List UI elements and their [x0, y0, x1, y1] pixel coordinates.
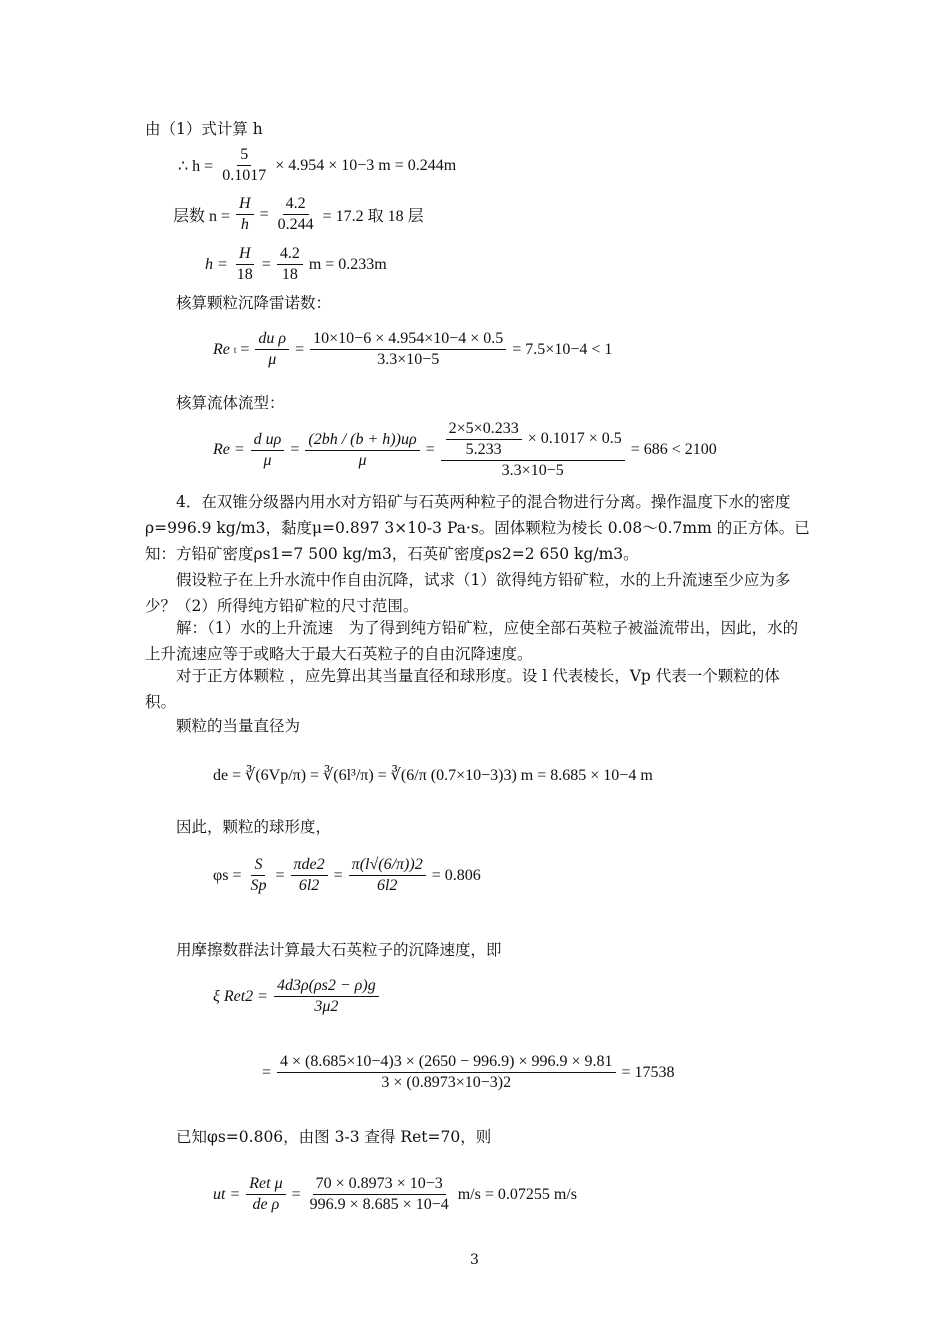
eq-n-num1: H: [236, 195, 254, 215]
eq-re1-num2: 10×10−6 × 4.954×10−4 × 0.5: [310, 330, 506, 350]
check-reynolds-heading: 核算颗粒沉降雷诺数：: [176, 294, 332, 312]
eq-phi-frac2: [291, 856, 328, 895]
eq-h-num: 5: [237, 146, 251, 166]
eq-n-den1: h: [240, 216, 249, 233]
eq-h2-lhs: h =: [205, 255, 228, 273]
eq-xi-frac: [274, 977, 379, 1016]
eq-xi-den: 3μ2: [314, 998, 339, 1015]
eq-h-rhs: × 4.954 × 10−3 m = 0.244m: [275, 156, 457, 174]
eq-ut-den2: 996.9 × 8.685 × 10−4: [309, 1196, 449, 1213]
equation-layers: 层数 n = $\frac{H}{h}$ = $\frac{4.2}{0.244}$ = 17.2 取 18 层: [173, 195, 424, 233]
eq-n-frac2: [275, 195, 317, 234]
eq-re2-num2: (2bh / (b + h))uρ: [305, 431, 419, 451]
eq-n-rhs: = 17.2 取 18 层: [322, 208, 424, 225]
eq-re1-frac2: [310, 330, 506, 369]
eq-h2-den1: 18: [236, 266, 253, 283]
eq-phi-den3: 6l2: [376, 877, 398, 894]
sphericity-heading: 因此，颗粒的球形度，: [176, 818, 332, 836]
eq-re2-lhs: Re =: [213, 441, 245, 458]
eq-ut-rhs: m/s = 0.07255 m/s: [457, 1185, 577, 1203]
solution-cube-note: 对于正方体颗粒 ，应先算出其当量直径和球形度。设 l 代表棱长，Vp 代表一个颗粒的体积。: [145, 667, 780, 711]
eq-re2-frac1: [251, 431, 285, 470]
eq-ut-den1: de ρ: [252, 1196, 280, 1213]
eq-ut-num1: Ret μ: [246, 1175, 285, 1195]
equation-h2: h = $\frac{H}{18}$ = $\frac{4.2}{18}$ m = 0.233m: [205, 245, 387, 283]
eq-re2-den3: 3.3×10−5: [501, 462, 564, 479]
eq-xi2-rhs: = 17538: [621, 1063, 675, 1081]
eq-h2-den2: 18: [281, 266, 298, 283]
page-number: 3: [470, 1252, 479, 1268]
eq-xi-lhs: ξ Ret2 =: [213, 987, 268, 1005]
eq-re1-den1: μ: [268, 351, 277, 368]
eq-re2-frac3: [441, 420, 625, 480]
eq-phi-num1: S: [251, 856, 265, 876]
problem-4-statement: 4．在双锥分级器内用水对方铅矿与石英两种粒子的混合物进行分离。操作温度下水的密度ρ=996.9 kg/m3，黏度μ=0.897 3×10-3 Pa·s。固体颗粒为棱长 0.08～0.7mm 的正方体。已知：方铅矿密度ρs1=7 500 kg/m3，石英矿密度ρs2=2 650 kg/m3。: [145, 493, 810, 563]
eq-phi-frac1: [247, 856, 269, 895]
eq-ut-num2: 70 × 0.8973 × 10−3: [313, 1175, 446, 1195]
eq-phi-den1: Sp: [250, 877, 267, 894]
equation-reynolds-flow: Re = $\frac{\text{d uρ}}{\mu}$ = $\frac{(2bh / (b + h))u\rho}{\mu}$ = $\frac{2\times 5\times 0.233}{5.233}$ × 0.1017 × 0.5 3.3×10−5 = 686 < 2100: [213, 420, 717, 479]
eq-re1-rhs: = 7.5×10−4 < 1: [512, 340, 613, 358]
eq-re1-lsub: t: [233, 344, 237, 355]
equation-friction-value: [262, 1053, 675, 1092]
eq-phi-frac3: [349, 856, 426, 895]
eq-phi-rhs: = 0.806: [431, 866, 481, 884]
eq-re1-num1: du ρ: [255, 330, 289, 350]
equation-h: [178, 146, 456, 185]
eq-n-den2: 0.244: [277, 216, 314, 233]
eq-re1-den2: 3.3×10−5: [377, 351, 440, 368]
eq-phi-lhs: φs =: [213, 866, 242, 884]
eq-n-num2: 4.2: [283, 195, 309, 215]
eq-re2-num3: [441, 420, 625, 461]
eq-re2-den1: μ: [263, 451, 272, 469]
eq-ut-lhs: ut =: [213, 1185, 241, 1203]
eq-xi2-den: 3 × (0.8973×10−3)2: [381, 1074, 512, 1091]
eq-h2-frac2: [277, 245, 303, 284]
friction-method-heading: 用摩擦数群法计算最大石英粒子的沉降速度，即: [176, 941, 502, 959]
equation-friction-group: [213, 977, 381, 1016]
eq-re2-num3b: 5.233: [465, 441, 502, 458]
eq-xi2-lhs: =: [262, 1063, 272, 1081]
eq-h2-num1: H: [236, 245, 254, 265]
equation-equivalent-diameter: de = ∛(6Vp/π) = ∛(6l³/π) = ∛(6/π (0.7×10−3)3) m = 8.685 × 10−4 m: [213, 767, 653, 784]
eq-h-fraction: [219, 146, 269, 185]
eq-xi2-num: 4 × (8.685×10−4)3 × (2650 − 996.9) × 996.9 × 9.81: [277, 1053, 615, 1073]
eq-n-frac1: [236, 195, 254, 234]
solution-part-1: 解：（1）水的上升流速 为了得到纯方铅矿粒，应使全部石英粒子被溢流带出，因此，水的上升流速应等于或略大于最大石英粒子的自由沉降速度。: [145, 619, 799, 663]
eq-phi-den2: 6l2: [298, 877, 320, 894]
eq-h2-frac1: [234, 245, 256, 284]
eq-h-lhs: ∴ h =: [178, 157, 214, 175]
eq-ut-frac2: [307, 1175, 452, 1214]
equivalent-diameter-heading: 颗粒的当量直径为: [176, 717, 301, 735]
intro-line: 由（1）式计算 h: [145, 120, 263, 138]
problem-4-assumption: 假设粒子在上升水流中作自由沉降，试求（1）欲得纯方铅矿粒，水的上升流速至少应为多少？（2）所得纯方铅矿粒的尺寸范围。: [145, 571, 791, 615]
eq-re1-lhs: Re: [213, 340, 230, 358]
eq-re2-num1: d uρ: [251, 431, 285, 451]
equation-settling-velocity: ut = $\frac{\text{Ret μ}}{\text{de ρ}}$ = $\frac{70 \times 0.8973 \times 10-3}{996.9 \times 8.685 \times 10-4}$ m/s = 0.07255 m/s: [213, 1175, 577, 1213]
chart-lookup-line: 已知φs=0.806，由图 3-3 查得 Ret=70，则: [176, 1128, 492, 1146]
eq-xi-num: 4d3ρ(ρs2 − ρ)g: [274, 977, 379, 997]
eq-re2-inner-frac: [446, 420, 522, 459]
eq-h2-rhs: m = 0.233m: [308, 255, 387, 273]
equation-reynolds-particle: Re t = $\frac{\text{du ρ}}{\mu}$ = $\frac{10\times 10-6 \times 4.954\times 10-4 \times 0.5}{3.3\times 10-5}$ = 7.5×10−4 < 1: [213, 330, 613, 368]
eq-ut-frac1: [246, 1175, 285, 1214]
eq-h2-num2: 4.2: [277, 245, 303, 265]
eq-re2-num3a: 2×5×0.233: [446, 420, 522, 440]
equation-sphericity: φs = $\frac{S}{Sp}$ = $\frac{\text{πde2}}{6l2}$ = $\frac{\pi(l√(6/\pi))2}{6l2}$ = 0.806: [213, 856, 481, 894]
eq-xi2-frac: [277, 1053, 615, 1092]
check-flow-heading: 核算流体流型：: [176, 394, 285, 412]
eq-phi-num2: πde2: [291, 856, 328, 876]
eq-re2-num3c: × 0.1017 × 0.5: [527, 430, 622, 448]
eq-n-lhs: 层数 n =: [173, 208, 231, 225]
eq-re2-den2: μ: [358, 451, 367, 469]
eq-phi-num3: π(l√(6/π))2: [349, 856, 426, 876]
eq-h-den: 0.1017: [222, 167, 267, 184]
eq-re2-frac2: [305, 431, 419, 470]
eq-re2-rhs: = 686 < 2100: [630, 441, 717, 458]
eq-re1-frac1: [255, 330, 289, 369]
